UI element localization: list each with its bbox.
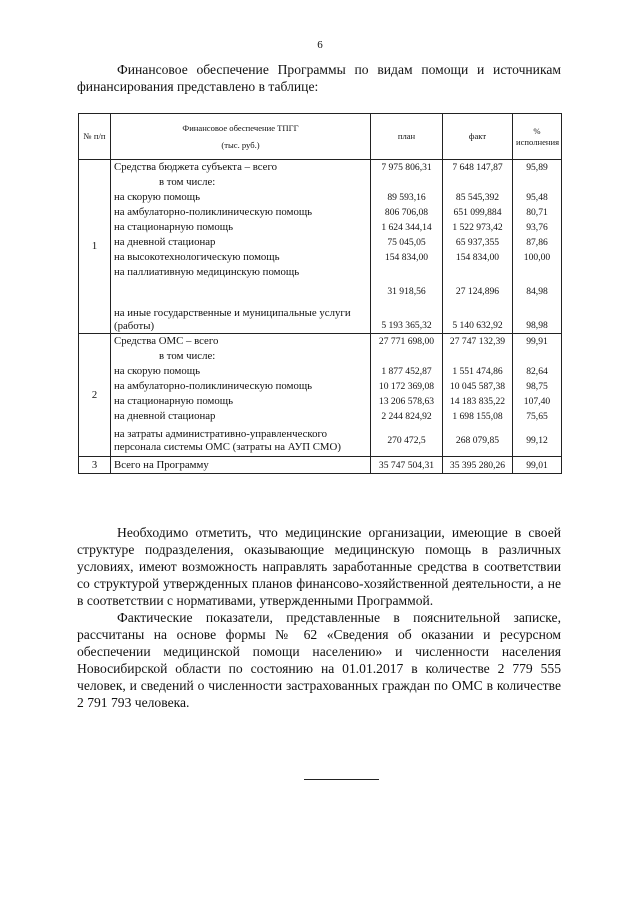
plan-value: 2 244 824,92: [371, 409, 443, 424]
fact-value: 268 079,85: [443, 424, 513, 457]
plan-value: 13 206 578,63: [371, 394, 443, 409]
plan-value: 75 045,05: [371, 235, 443, 250]
pct-value: 100,00: [513, 250, 562, 265]
pct-value: 87,86: [513, 235, 562, 250]
row-name: на дневной стационар: [111, 409, 371, 424]
plan-value: 10 172 369,08: [371, 379, 443, 394]
plan-value: 1 624 344,14: [371, 220, 443, 235]
plan-value: 806 706,08: [371, 205, 443, 220]
plan-value: 154 834,00: [371, 250, 443, 265]
header-pct-line1: %: [533, 125, 541, 136]
table-row: [79, 379, 562, 394]
row-name: на скорую помощь: [111, 364, 371, 379]
pct-value: 93,76: [513, 220, 562, 235]
row-num: 2: [79, 334, 111, 457]
header-name-line1: Финансовое обеспечение ТПГГ: [182, 122, 299, 133]
fact-value: 651 099,884: [443, 205, 513, 220]
fact-value: 154 834,00: [443, 250, 513, 265]
table-header-row: [79, 114, 562, 160]
plan-value: 31 918,56: [371, 265, 443, 299]
header-name: [111, 114, 371, 160]
fact-value: 1 551 474,86: [443, 364, 513, 379]
row-name: на иные государственные и муниципальные услуги (работы): [111, 307, 371, 334]
row-name: на дневной стационар: [111, 235, 371, 250]
row-name: на затраты административно-управленческого персонала системы ОМС (затраты на АУП СМО): [111, 424, 371, 457]
plan-value: 89 593,16: [371, 190, 443, 205]
table-row: [79, 220, 562, 235]
pct-value: 99,91: [513, 334, 562, 350]
row-name: на амбулаторно-поликлиническую помощь: [111, 205, 371, 220]
pct-value: 98,98: [513, 307, 562, 334]
table-row: [79, 364, 562, 379]
fact-value: 65 937,355: [443, 235, 513, 250]
plan-value: 270 472,5: [371, 424, 443, 457]
table-row: [79, 409, 562, 424]
fact-value: 7 648 147,87: [443, 160, 513, 176]
page-number: 6: [317, 39, 323, 51]
pct-value: 80,71: [513, 205, 562, 220]
header-pct: [513, 114, 562, 160]
table-row: [79, 175, 562, 190]
intro-paragraph: Финансовое обеспечение Программы по видам помощи и источникам финансирования представлено в таблице:: [77, 62, 561, 94]
pct-value: 84,98: [513, 265, 562, 299]
group-oms: [79, 334, 562, 457]
pct-value: 95,48: [513, 190, 562, 205]
table-row: [79, 349, 562, 364]
header-name-line2: (тыс. руб.): [221, 139, 260, 150]
header-plan: план: [371, 114, 443, 160]
table-row: [79, 160, 562, 176]
pct-value: 99,01: [513, 457, 562, 474]
plan-value: 7 975 806,31: [371, 160, 443, 176]
table-row: [79, 250, 562, 265]
fact-value: 5 140 632,92: [443, 307, 513, 334]
financing-table: [78, 113, 562, 474]
fact-value: 10 045 587,38: [443, 379, 513, 394]
fact-value: 14 183 835,22: [443, 394, 513, 409]
group-title: Средства бюджета субъекта – всего: [111, 160, 371, 176]
pct-value: 95,89: [513, 160, 562, 176]
row-name: на высокотехнологическую помощь: [111, 250, 371, 265]
body-text: [77, 524, 561, 711]
total-name: Всего на Программу: [111, 457, 371, 474]
row-num: 3: [79, 457, 111, 474]
fact-value: 35 395 280,26: [443, 457, 513, 474]
sub-label: в том числе:: [111, 349, 371, 364]
table-row-total: [79, 457, 562, 474]
sub-label: в том числе:: [111, 175, 371, 190]
pct-value: 107,40: [513, 394, 562, 409]
table-row: [79, 205, 562, 220]
group-title: Средства ОМС – всего: [111, 334, 371, 350]
pct-value: 75,65: [513, 409, 562, 424]
plan-value: 5 193 365,32: [371, 307, 443, 334]
group-total: [79, 457, 562, 474]
fact-value: 1 698 155,08: [443, 409, 513, 424]
table-row: [79, 334, 562, 350]
table-row: [79, 265, 562, 299]
plan-value: 27 771 698,00: [371, 334, 443, 350]
header-pct-line2: исполнения: [516, 136, 560, 147]
header-num: № п/п: [79, 114, 111, 160]
row-name: на стационарную помощь: [111, 220, 371, 235]
fact-value: 27 124,896: [443, 265, 513, 299]
header-fact: факт: [443, 114, 513, 160]
pct-value: 82,64: [513, 364, 562, 379]
plan-value: 35 747 504,31: [371, 457, 443, 474]
paragraph-note: Необходимо отметить, что медицинские организации, имеющие в своей структуре подразделения, оказывающие медицинскую помощь в различных условиях, имеют возможность направлять заработанные средства в соответствии со структурой утвержденных планов финансово-хозяйственной деятельности, а не в соответствии с нормативами, утвержденными Программой.: [77, 525, 561, 608]
row-num: 1: [79, 160, 111, 334]
fact-value: 27 747 132,39: [443, 334, 513, 350]
plan-value: 1 877 452,87: [371, 364, 443, 379]
fact-value: 1 522 973,42: [443, 220, 513, 235]
row-name: на амбулаторно-поликлиническую помощь: [111, 379, 371, 394]
table-row: [79, 394, 562, 409]
fact-value: 85 545,392: [443, 190, 513, 205]
row-name: на паллиативную медицинскую помощь: [111, 265, 371, 299]
table-row: [79, 190, 562, 205]
table-row: [79, 235, 562, 250]
pct-value: 98,75: [513, 379, 562, 394]
end-divider: [304, 779, 379, 780]
paragraph-indicators: Фактические показатели, представленные в пояснительной записке, рассчитаны на основе формы № 62 «Сведения об оказании и ресурсном обеспечении медицинской помощи населению» и численности населения Новосибирской области по состоянию на 01.01.2017 в количестве 2 779 555 человек, и сведений о численности застрахованных граждан по ОМС в количестве 2 791 793 человека.: [77, 610, 561, 710]
group-budget: [79, 160, 562, 334]
table-row: [79, 424, 562, 457]
table-row: [79, 307, 562, 334]
row-name: на стационарную помощь: [111, 394, 371, 409]
pct-value: 99,12: [513, 424, 562, 457]
row-name: на скорую помощь: [111, 190, 371, 205]
